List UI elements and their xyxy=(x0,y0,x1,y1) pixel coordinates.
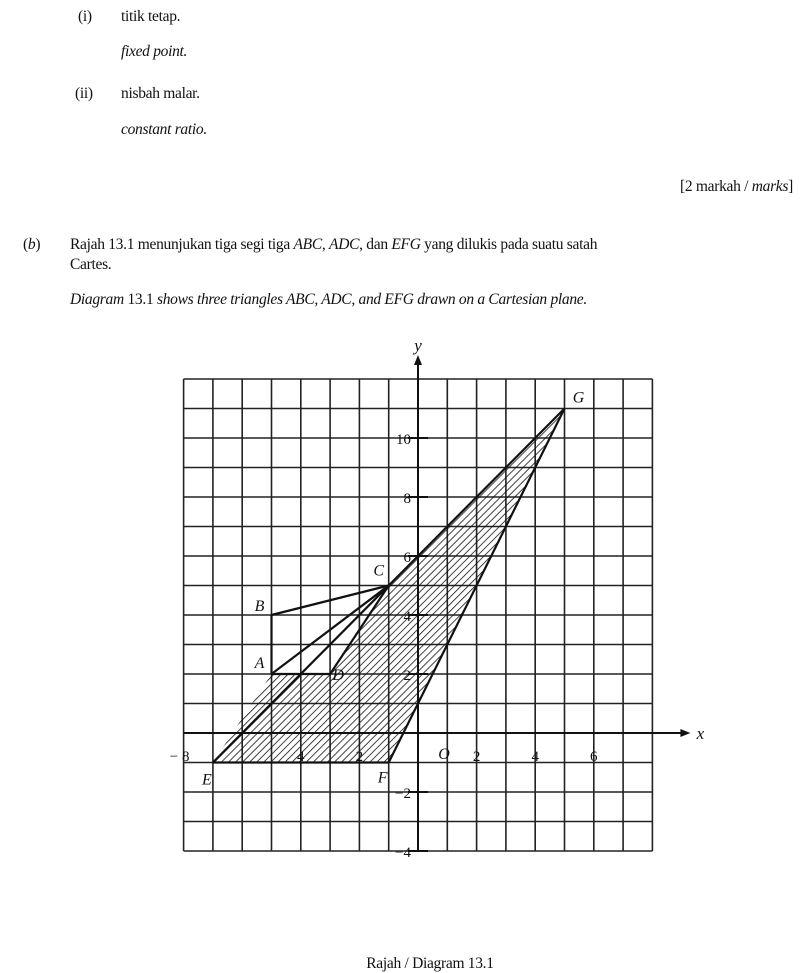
y-tick-label: 6 xyxy=(403,550,411,566)
marks-close: ] xyxy=(788,178,793,195)
y-tick-label: −2 xyxy=(395,786,411,802)
point-label-B: B xyxy=(254,598,265,615)
origin-label: O xyxy=(438,746,450,763)
triangle-name: ADC xyxy=(329,236,360,253)
item-i-malay: titik tetap. xyxy=(121,8,181,25)
text: , dan xyxy=(359,236,392,253)
part-letter: b xyxy=(27,236,36,253)
point-label-D: D xyxy=(332,667,344,684)
x-tick-label: 4 xyxy=(531,749,539,765)
x-tick-label: − 8 xyxy=(169,749,190,765)
item-ii-malay: nisbah malar. xyxy=(121,85,200,102)
y-tick-label: −4 xyxy=(395,845,411,861)
paren: ( xyxy=(23,236,28,253)
point-label-G: G xyxy=(572,389,585,407)
point-label-F: F xyxy=(377,769,388,787)
y-tick-label: 10 xyxy=(396,432,411,448)
y-axis-arrow-icon xyxy=(414,355,422,365)
text: Diagram xyxy=(70,291,124,308)
y-tick-label: 4 xyxy=(403,609,411,625)
diagram-caption: Rajah / Diagram 13.1 xyxy=(366,955,494,972)
item-i-number: (i) xyxy=(78,8,92,25)
x-tick-label: 2 xyxy=(355,749,364,765)
text: Rajah 13.1 menunjukan tiga segi tiga xyxy=(70,236,294,253)
part-b-malay-line2: Cartes. xyxy=(70,256,112,273)
item-ii-number: (ii) xyxy=(75,85,93,102)
point-label-E: E xyxy=(202,771,212,789)
text: , xyxy=(321,236,330,253)
text: yang dilukis pada suatu satah xyxy=(420,236,598,253)
x-tick-label: 6 xyxy=(590,749,598,765)
item-ii-english: constant ratio. xyxy=(121,121,207,138)
x-axis-label: x xyxy=(696,724,705,743)
x-tick-label: 2 xyxy=(472,749,481,765)
paren: ) xyxy=(35,236,41,253)
text: shows three triangles ABC, ADC, and EFG drawn on a Cartesian plane. xyxy=(156,291,587,308)
point-label-C: C xyxy=(373,562,385,580)
marks-malay: [2 markah / xyxy=(680,178,752,195)
item-i-english: fixed point. xyxy=(121,43,188,60)
triangle-name: EFG xyxy=(391,236,421,253)
y-tick-label: 2 xyxy=(403,668,411,684)
point-label-A: A xyxy=(254,655,265,672)
y-axis-label: y xyxy=(414,336,422,355)
x-axis-arrow-icon xyxy=(680,729,690,737)
marks-english: marks xyxy=(751,178,789,195)
y-tick-label: 8 xyxy=(403,491,411,507)
x-tick-label: 4 xyxy=(297,749,305,765)
text: 13.1 xyxy=(123,291,157,308)
triangle-name: ABC xyxy=(293,236,322,253)
